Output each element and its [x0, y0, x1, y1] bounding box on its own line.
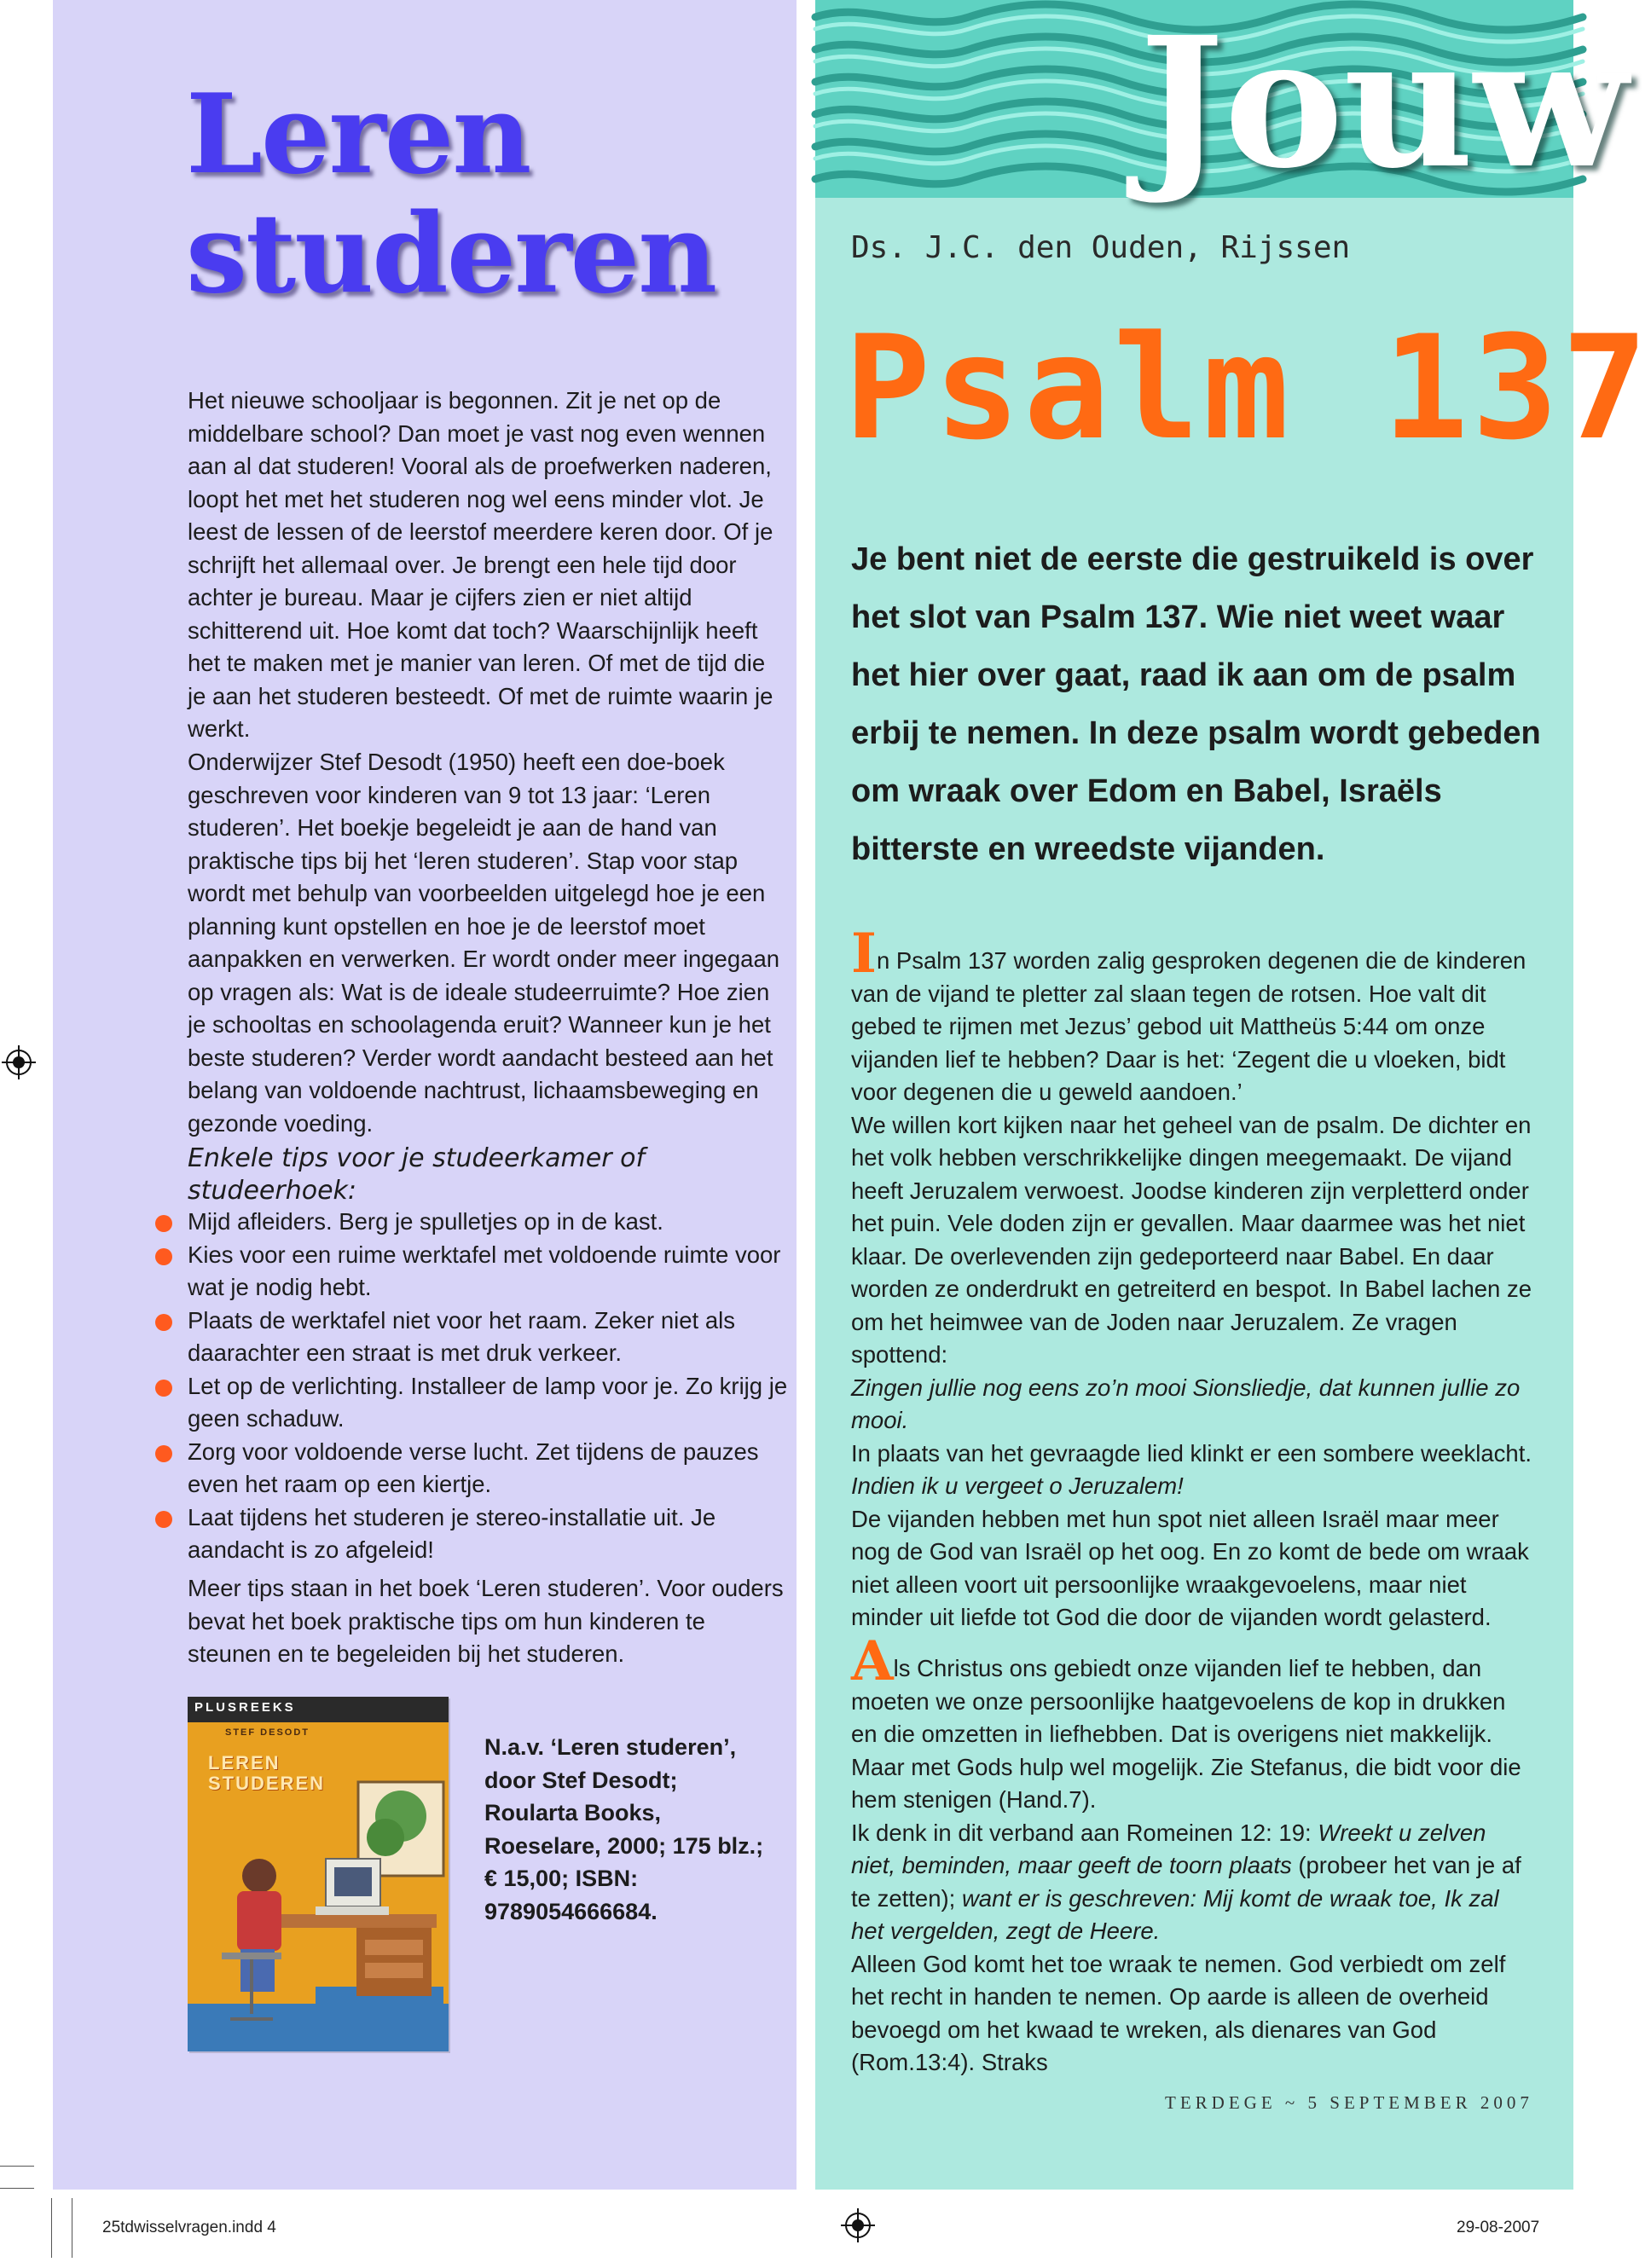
slug-filename: 25tdwisselvragen.indd 4: [102, 2219, 276, 2236]
author-byline: Ds. J.C. den Ouden, Rijssen: [851, 230, 1351, 265]
section-two-p2-mid: (probeer het van je af te zetten);: [851, 1852, 1521, 1912]
tip-item: [155, 1239, 788, 1305]
book-cover-title-line-1: LEREN: [208, 1752, 281, 1773]
section-two-p2: [851, 1817, 1533, 1948]
slug-date: 29-08-2007: [1457, 2219, 1540, 2236]
book-description-paragraph: Onderwijzer Stef Desodt (1950) heeft een doe-boek geschreven voor kinderen van 9 tot 13 jaar: ‘Leren studeren’. Het boekje begeleidt je aan de hand van praktische tips bij het ‘leren studeren’. Stap voor stap wordt met behulp van voorbeelden uitgelegd hoe je een planning kunt opstellen en hoe je de leerstof moet aanpakken en verwerken. Er wordt onder meer ingegaan op vragen als: Wat is de ideale studeerruimte? Hoe zien je schooltas en schoolagenda eruit? Wanneer kun je het beste studeren? Verder wordt aandacht besteed aan het belang van voldoende nachtrust, lichaamsbeweging en gezonde voeding.: [188, 749, 780, 1137]
bullet-dot-icon: [155, 1314, 172, 1331]
section-two: [851, 1629, 1533, 2080]
section-one-p2: We willen kort kijken naar het geheel van de psalm. De dichter en het volk hebben verschrikkelijke dingen meegemaakt. De vijand heeft Jeruzalem verwoest. Joodse kinderen zijn verpletterd onder het puin. Vele doden zijn er gevallen. Maar daarmee was het niet klaar. De overlevenden zijn gedeporteerd naar Babel. En daar worden ze onderdrukt en getreiterd en bespot. In Babel lachen ze om het heimwee van de Joden naar Jeruzalem. Ze vragen spottend:: [851, 1111, 1532, 1368]
crop-mark: [0, 2166, 34, 2167]
bullet-dot-icon: [155, 1511, 172, 1528]
bullet-dot-icon: [155, 1380, 172, 1397]
article-title-leren-studeren: [186, 71, 716, 318]
tip-text: Let op de verlichting. Installeer de lamp voor je. Zo krijg je geen schaduw.: [188, 1372, 788, 1432]
tip-text: Kies voor een ruime werktafel met voldoende ruimte voor wat je nodig hebt.: [188, 1241, 781, 1300]
tip-item: [155, 1436, 788, 1501]
section-one-quote1: Zingen jullie nog eens zo’n mooi Sionsliedje, dat kunnen jullie zo mooi.: [851, 1374, 1521, 1433]
tip-text: Plaats de werktafel niet voor het raam. Zeker niet als daarachter een straat is met druk verkeer.: [188, 1306, 735, 1366]
title-line-2: studeren: [186, 190, 716, 318]
tip-item: [155, 1501, 788, 1567]
tip-item: [155, 1370, 788, 1436]
tip-text: Mijd afleiders. Berg je spulletjes op in de kast.: [188, 1208, 663, 1235]
book-illustration: [188, 1697, 449, 2051]
book-caption: N.a.v. ‘Leren studeren’, door Stef Desodt; Roularta Books, Roeselare, 2000; 175 blz.; € 15,00; ISBN: 9789054666684.: [484, 1734, 764, 1924]
registration-mark-icon: [2, 1045, 36, 1079]
crop-mark: [0, 2188, 34, 2189]
section-two-p3: Alleen God komt het toe wraak te nemen. God verbiedt om zelf het recht in handen te nemen. Op aarde is alleen de overheid bevoegd om het kwaad te wreken, als dienares van God (Rom.13:4). Straks: [851, 1950, 1506, 2075]
banner-title: Jouw: [1139, 0, 1628, 208]
section-two-p1-text: ls Christus ons gebiedt onze vijanden lief te hebben, dan moeten we onze persoonlijke haatgevoelens de kop in drukken en die omzetten in liefhebben. Dat is overigens niet makkelijk. Maar met Gods hulp wel mogelijk. Zie Stefanus, die bidt voor die hem stenigen (Hand.7).: [851, 1655, 1521, 1813]
section-one-p3: In plaats van het gevraagde lied klinkt er een sombere weeklacht.: [851, 1439, 1532, 1467]
section-one-p1-text: n Psalm 137 worden zalig gesproken degenen die de kinderen van de vijand te pletter zal slaan tegen de rotsen. Hoe valt dit gebed te rijmen met Jezus’ gebod uit Mattheüs 5:44 om onze vijanden lief te hebben? Daar is het: ‘Zegent die u vloeken, bidt voor degenen die u geweld aandoen.’: [851, 947, 1526, 1105]
book-cover-title: [208, 1753, 325, 1794]
bullet-dot-icon: [155, 1445, 172, 1462]
section-one-quote2: Indien ik u vergeet o Jeruzalem!: [851, 1472, 1184, 1499]
book-cover-title-line-2: STUDEREN: [208, 1773, 326, 1794]
tip-text: Zorg voor voldoende verse lucht. Zet tijdens de pauzes even het raam op een kiertje.: [188, 1438, 759, 1497]
title-line-1: Leren: [186, 71, 530, 199]
book-series-label: PLUSREEKS: [194, 1700, 296, 1715]
bullet-dot-icon: [155, 1215, 172, 1232]
tips-list: [155, 1206, 788, 1567]
section-one-p4: De vijanden hebben met hun spot niet alleen Israël maar meer nog de God van Israël op het oog. En zo komt de bede om wraak niet alleen voort uit persoonlijke wraakgevoelens, maar niet minder uit liefde tot God die door de vijanden wordt gelasterd.: [851, 1505, 1529, 1630]
dropcap-i: I: [851, 922, 877, 986]
page-footer: TERDEGE ~ 5 SEPTEMBER 2007: [1165, 2092, 1533, 2113]
psalm-title: Psalm 137: [844, 304, 1651, 472]
lead-paragraph: Je bent niet de eerste die gestruikeld is over het slot van Psalm 137. Wie niet weet waar het hier over gaat, raad ik aan om de psalm erbij te nemen. In deze psalm wordt gebeden om wraak over Edom en Babel, Israëls bitterste en wreedste vijanden.: [851, 541, 1541, 867]
section-two-p2-quote1: Wreekt u zelven niet, beminden, maar geeft de toorn plaats: [851, 1819, 1486, 1878]
wave-banner: [815, 0, 1628, 208]
section-one: [851, 922, 1533, 1634]
section-one-p1: [851, 922, 1533, 1109]
book-cover-image: [188, 1697, 449, 2051]
tip-item: [155, 1305, 788, 1370]
book-author-label: STEF DESODT: [225, 1727, 310, 1738]
section-two-p2-start: Ik denk in dit verband aan Romeinen 12: 19:: [851, 1819, 1318, 1846]
tip-item: [155, 1206, 788, 1239]
registration-mark-icon: [841, 2208, 875, 2242]
tips-heading: Enkele tips voor je studeerkamer of studeerhoek:: [188, 1143, 646, 1206]
bullet-dot-icon: [155, 1248, 172, 1265]
intro-paragraph: Het nieuwe schooljaar is begonnen. Zit je net op de middelbare school? Dan moet je vast nog even wennen aan al dat studeren! Vooral als de proefwerken naderen, loopt het met het studeren nog wel eens minder vlot. Je leest de lessen of de leerstof meerdere keren door. Of je schrijft het allemaal over. Je brengt een hele tijd door achter je bureau. Maar je cijfers zien er niet altijd schitterend uit. Hoe komt dat toch? Waarschijnlijk heeft het te maken met je manier van leren. Of met de tijd die je aan het studeren besteedt. Of met de ruimte waarin je werkt.: [188, 387, 773, 742]
dropcap-a: A: [851, 1629, 894, 1693]
tip-text: Laat tijdens het studeren je stereo-installatie uit. Je aandacht is zo afgeleid!: [188, 1503, 716, 1563]
crop-mark: [51, 2198, 52, 2258]
section-two-p2-quote2: want er is geschreven: Mij komt de wraak toe, Ik zal het vergelden, zegt de Heere.: [851, 1884, 1499, 1944]
closing-paragraph: Meer tips staan in het boek ‘Leren studeren’. Voor ouders bevat het boek praktische tips om hun kinderen te steunen en te begeleiden bij het studeren.: [188, 1575, 784, 1667]
section-two-p1: [851, 1629, 1533, 1817]
